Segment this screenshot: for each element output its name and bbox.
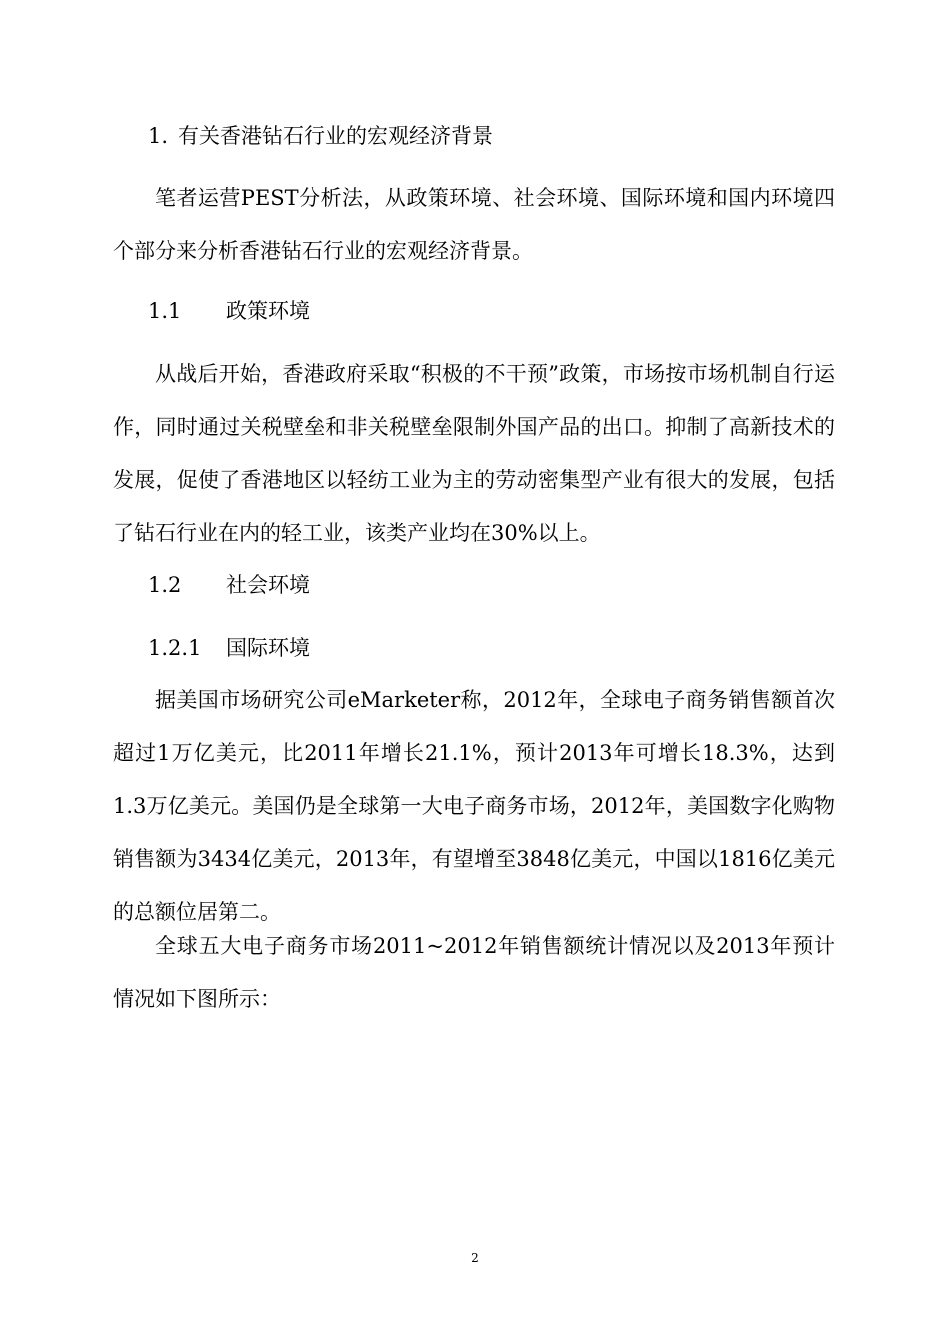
section-heading-1-2-1 [148,633,310,663]
policy-paragraph: 从战后开始，香港政府采取“积极的不干预”政策，市场按市场机制自行运作，同时通过关税壁垒和非关税壁垒限制外国产品的出口。抑制了高新技术的发展，促使了香港地区以轻纺工业为主的劳动密集型产业有很大的发展，包括了钻石行业在内的轻工业，该类产业均在30%以上。 [113,362,835,545]
section-number: 1.1 [148,299,182,323]
section-title: 社会环境 [226,573,310,597]
section-number: 1.2.1 [148,636,202,660]
intro-paragraph: 笔者运营PEST分析法，从政策环境、社会环境、国际环境和国内环境四个部分来分析香港钻石行业的宏观经济背景。 [113,186,835,263]
section-number: 1. [148,124,169,148]
chart-intro-paragraph: 全球五大电子商务市场2011~2012年销售额统计情况以及2013年预计情况如下图所示： [113,934,835,1011]
section-title: 政策环境 [226,299,310,323]
section-title: 国际环境 [226,636,310,660]
international-paragraph: 据美国市场研究公司eMarketer称，2012年，全球电子商务销售额首次超过1万亿美元，比2011年增长21.1%，预计2013年可增长18.3%，达到1.3万亿美元。美国仍是全球第一大电子商务市场，2012年，美国数字化购物销售额为3434亿美元，2013年，有望增至3848亿美元，中国以1816亿美元的总额位居第二。 [113,688,835,924]
section-heading-1-2 [148,570,310,600]
section-title: 有关香港钻石行业的宏观经济背景 [178,124,493,148]
section-heading-1-1 [148,296,310,326]
section-number: 1.2 [148,573,182,597]
page-number: 2 [471,1251,479,1265]
section-heading-1 [148,121,493,151]
